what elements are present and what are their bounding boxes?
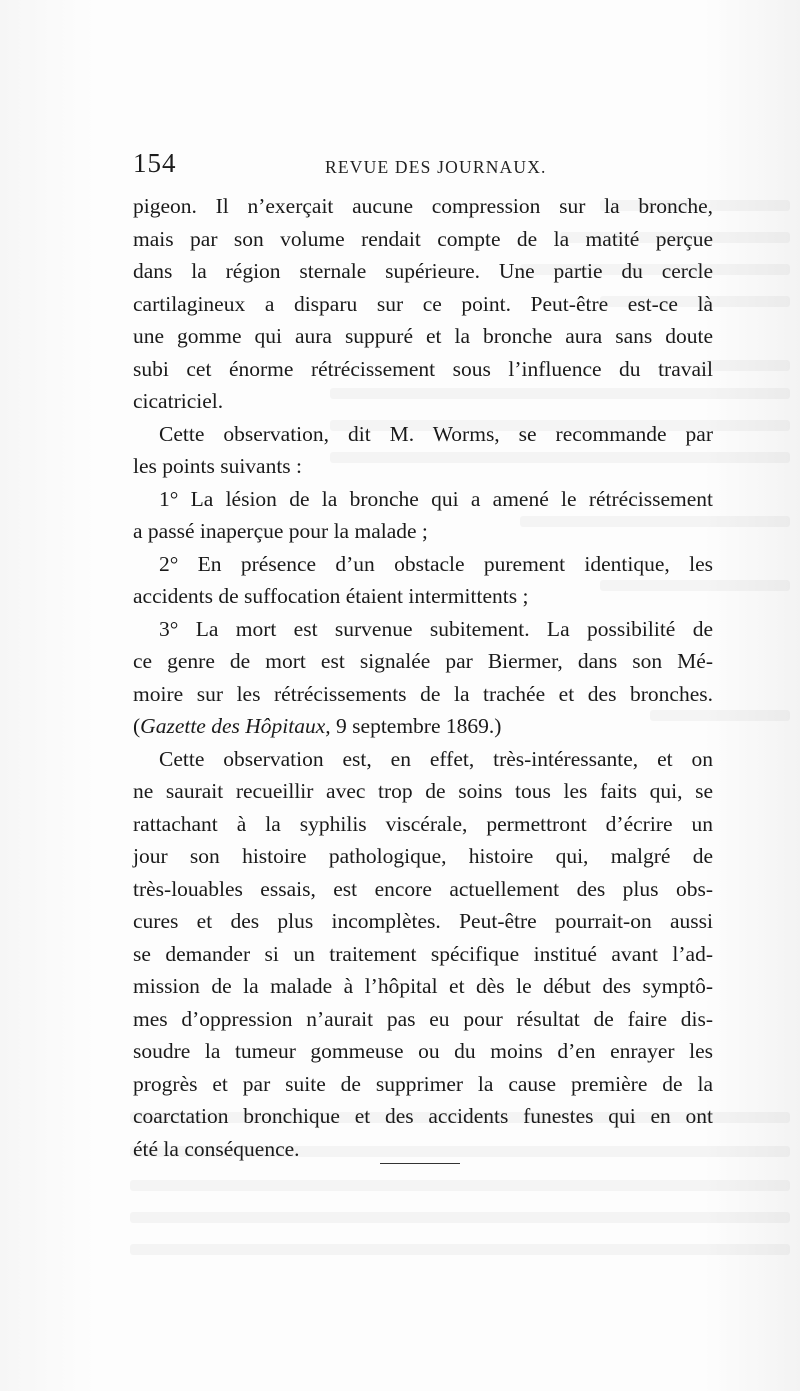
text-line: progrès et par suite de supprimer la cause première de la: [133, 1071, 713, 1096]
text-line: mes d’oppression n’aurait pas eu pour résultat de faire dis-: [133, 1006, 713, 1031]
text-line: jour son histoire pathologique, histoire qui, malgré de: [133, 844, 713, 868]
text-line: pigeon. Il n’exerçait aucune compression sur la bronche,: [133, 194, 713, 218]
citation-journal: Gazette des Hôpitaux,: [140, 714, 331, 738]
text-line: accidents de suffocation étaient intermittents ;: [133, 584, 529, 608]
text-line: été la conséquence.: [133, 1136, 300, 1161]
running-head: REVUE DES JOURNAUX.: [325, 157, 547, 177]
text-line: coarctation bronchique et des accidents funestes qui en ont: [133, 1104, 713, 1128]
text-line: 3° La mort est survenue subitement. La possibilité de: [159, 616, 713, 641]
text-line: une gomme qui aura suppuré et la bronche aura sans doute: [133, 324, 713, 348]
text-line: moire sur les rétrécissements de la trachée et des bronches.: [133, 681, 713, 706]
text-line: se demander si un traitement spécifique institué avant l’ad-: [133, 941, 713, 966]
text-line: 2° En présence d’un obstacle purement identique, les: [159, 551, 713, 576]
text-line: cicatriciel.: [133, 389, 224, 413]
text-line: très-louables essais, est encore actuellement des plus obs-: [133, 876, 713, 901]
text-line: 1° La lésion de la bronche qui a amené le rétrécissement: [159, 486, 713, 511]
citation-open-paren: (: [133, 714, 141, 738]
text-line: ne saurait recueillir avec trop de soins tous les faits qui, se: [133, 779, 713, 803]
section-divider: [380, 1163, 460, 1164]
text-line: Cette observation, dit M. Worms, se recommande par: [159, 421, 713, 446]
text-line: rattachant à la syphilis viscérale, permettront d’écrire un: [133, 811, 713, 836]
text-line: mais par son volume rendait compte de la matité perçue: [133, 226, 713, 251]
text-line: mission de la malade à l’hôpital et dès le début des symptô-: [133, 974, 713, 998]
text-line: ce genre de mort est signalée par Biermer, dans son Mé-: [133, 649, 713, 673]
citation-line: [133, 710, 713, 743]
body-text: [133, 190, 713, 1165]
citation-date: 9 septembre 1869.): [330, 714, 502, 738]
text-line: cartilagineux a disparu sur ce point. Peut-être est-ce là: [133, 291, 713, 316]
page-header: [133, 148, 713, 182]
page-number: 154: [133, 148, 177, 178]
text-line: Cette observation est, en effet, très-intéressante, et on: [159, 746, 713, 771]
text-line: dans la région sternale supérieure. Une partie du cercle: [133, 259, 713, 283]
text-line: subi cet énorme rétrécissement sous l’influence du travail: [133, 356, 713, 381]
text-line: a passé inaperçue pour la malade ;: [133, 519, 428, 543]
text-line: soudre la tumeur gommeuse ou du moins d’en enrayer les: [133, 1039, 713, 1063]
text-line: cures et des plus incomplètes. Peut-être pourrait-on aussi: [133, 909, 713, 933]
text-line: les points suivants :: [133, 454, 303, 478]
